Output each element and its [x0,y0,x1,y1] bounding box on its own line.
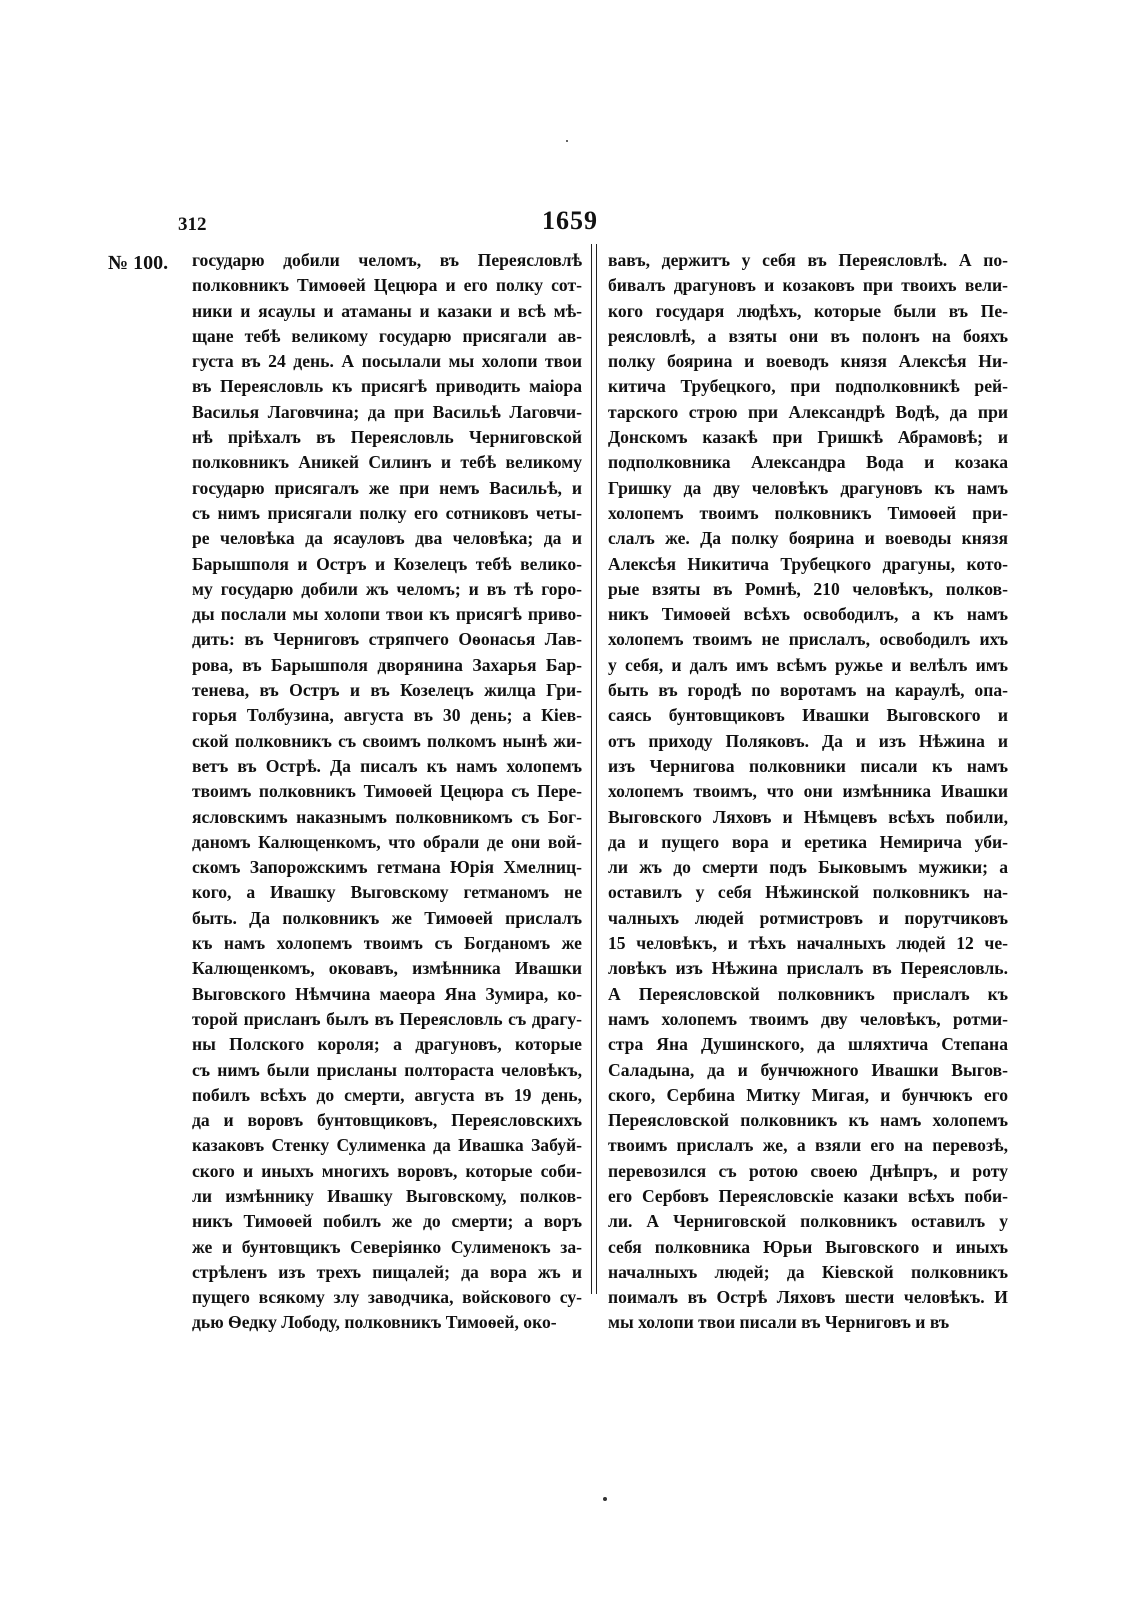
text-line: ре человѣка да ясауловъ два человѣка; да и [192,528,582,549]
text-line: твоимъ прислалъ же, а взяли его на перевозѣ, [608,1135,1008,1156]
text-line: ли измѣннику Ивашку Выговскому, полков- [192,1185,582,1206]
text-line: ской полковникъ съ своимъ полкомъ нынѣ жи- [192,730,582,751]
text-line: горья Толбузина, августа въ 30 день; а Кіев- [192,705,582,726]
text-line: 15 человѣкъ, и тѣхъ началныхъ людей 12 че- [608,933,1008,954]
right-column [608,248,1008,1336]
text-line: полковникъ Тимоѳей Цецюра и его полку сот- [192,275,582,296]
text-line: государю присягалъ же при немъ Васильѣ, и [192,477,582,498]
text-line: полковникъ Аникей Силинъ и тебѣ великому [192,452,582,473]
text-line: поималъ въ Острѣ Ляховъ шести человѣкъ. И [608,1287,1008,1308]
year-heading: 1659 [542,206,598,235]
text-line: китича Трубецкого, при подполковникѣ рей- [608,376,1008,397]
text-line: ского и иныхъ многихъ воровъ, которые соби- [192,1160,582,1181]
text-line: реясловлѣ, а взяты они въ полонъ на бояхъ [608,325,1008,346]
text-line: твоимъ полковникъ Тимоѳей Цецюра съ Пере- [192,781,582,802]
document-number: № 100. [108,252,169,274]
text-line: слалъ же. Да полку боярина и воеводы князя [608,528,1008,549]
page-number: 312 [178,214,207,235]
text-line: ясловскимъ наказнымъ полковникомъ съ Бог- [192,806,582,827]
text-line: скомъ Запорожскимъ гетмана Юрія Хмелниц- [192,857,582,878]
text-line: у себя, и далъ имъ всѣмъ ружье и велѣлъ имъ [608,654,1008,675]
text-line: тенева, въ Остръ и въ Козелецъ жилца Гри- [192,680,582,701]
text-line: никъ Тимоѳей побилъ же до смерти; а воръ [192,1211,582,1232]
text-line: дью Ѳедку Лободу, полковникъ Тимоѳей, око- [192,1312,557,1333]
text-line: никъ Тимоѳей всѣхъ освободилъ, а къ намъ [608,604,1008,625]
text-line: быть въ городѣ по воротамъ на караулѣ, опа- [608,680,1008,701]
text-line: казаковъ Стенку Сулименка да Ивашка Забуй- [192,1135,582,1156]
text-line: Переясловской полковникъ къ намъ холопемъ [608,1110,1008,1131]
text-line: бивалъ драгуновъ и козаковъ при твоихъ вели- [608,275,1008,296]
text-line: ны Полского короля; а драгуновъ, которые [192,1034,582,1055]
text-line: стра Яна Душинского, да шляхтича Степана [608,1034,1008,1055]
text-line: вавъ, держитъ у себя въ Переясловлѣ. А по- [608,250,1008,270]
text-line: чалныхъ людей ротмистровъ и порутчиковъ [608,907,1008,928]
text-line: Василья Лаговчина; да при Васильѣ Лаговчи- [192,401,582,422]
text-line: пущего всякому злу заводчика, войскового су- [192,1287,582,1308]
text-line: саясь бунтовщиковъ Ивашки Выговского и [608,705,1008,726]
text-line: щане тебѣ великому государю присягали ав- [192,325,582,346]
text-line: себя полковника Юрьи Выговского и иныхъ [608,1236,1008,1257]
text-line: Калющенкомъ, оковавъ, измѣнника Ивашки [192,958,582,979]
text-line: подполковника Александра Вода и козака [608,452,1008,473]
text-line: въ Переясловль къ присягѣ приводить маіора [192,376,582,397]
text-line: побилъ всѣхъ до смерти, августа въ 19 день, [192,1084,582,1105]
text-line: же и бунтовщикъ Северіянко Сулименокъ за- [192,1236,582,1257]
text-line: мы холопи твои писали въ Черниговъ и въ [608,1312,950,1333]
text-line: Саладына, да и бунчюжного Ивашки Выгов- [608,1059,1008,1080]
text-line: кого, а Ивашку Выговскому гетманомъ не [192,882,582,903]
text-line: даномъ Калющенкомъ, что обрали де они вой- [192,831,582,852]
text-line: рова, въ Барышполя дворянина Захарья Бар- [192,654,582,675]
text-line: Барышполя и Остръ и Козелецъ тебѣ велико- [192,553,582,574]
text-line: Алексѣя Никитича Трубецкого драгуны, кото- [608,553,1008,574]
column-divider [591,244,597,1294]
text-line: да и воровъ бунтовщиковъ, Переясловскихъ [192,1110,582,1131]
text-line: ды послали мы холопи твои къ присягѣ приво- [192,604,582,625]
text-line: ли жъ до смерти подъ Быковымъ мужики; а [608,857,1008,878]
print-speck [603,1497,607,1501]
text-line: ского, Сербина Митку Мигая, и бунчюкъ его [608,1084,1008,1105]
text-line: А Переясловской полковникъ прислалъ къ [608,983,1008,1004]
text-line: густа въ 24 день. А посылали мы холопи твои [192,351,582,372]
text-line: оставилъ у себя Нѣжинской полковникъ на- [608,882,1008,903]
text-line: его Сербовъ Переясловскіе казаки всѣхъ поби- [608,1185,1008,1206]
text-line: съ нимъ были присланы полтораста человѣкъ, [192,1059,582,1080]
text-line: нѣ пріѣхалъ въ Переясловль Черниговской [192,427,582,448]
text-line: ли. А Черниговской полковникъ оставилъ у [608,1211,1008,1232]
text-line: быть. Да полковникъ же Тимоѳей прислалъ [192,907,582,928]
text-line: Гришку да дву человѣкъ драгуновъ къ намъ [608,477,1008,498]
text-line: полку боярина и воеводъ князя Алексѣя Ни- [608,351,1008,372]
text-line: да и пущего вора и еретика Немирича уби- [608,831,1008,852]
text-line: кого государя людѣхъ, которые были въ Пе- [608,300,1008,321]
text-line: государю добили челомъ, въ Переясловлѣ [192,250,582,270]
text-line: намъ холопемъ твоимъ дву человѣкъ, ротми- [608,1008,1008,1029]
text-line: ветъ въ Острѣ. Да писалъ къ намъ холопемъ [192,755,582,776]
text-line: му государю добили жъ челомъ; и въ тѣ горо- [192,578,582,599]
text-line: перевозился съ ротою своею Днѣпръ, и роту [608,1160,1008,1181]
text-line: ники и ясаулы и атаманы и казаки и всѣ мѣ- [192,300,582,321]
text-line: съ нимъ присягали полку его сотниковъ четы- [192,502,582,523]
text-line: торой присланъ былъ въ Переясловль съ драгу- [192,1008,582,1029]
left-column [192,248,582,1336]
text-line: отъ приходу Поляковъ. Да и изъ Нѣжина и [608,730,1008,751]
text-line: къ намъ холопемъ твоимъ съ Богданомъ же [192,933,582,954]
text-line: холопемъ твоимъ полковникъ Тимоѳей при- [608,502,1008,523]
text-line: Донскомъ казакѣ при Гришкѣ Абрамовѣ; и [608,427,1008,448]
print-speck [566,140,568,142]
text-line: Выговского Ляховъ и Нѣмцевъ всѣхъ побили, [608,806,1008,827]
text-line: стрѣленъ изъ трехъ пищалей; да вора жъ и [192,1261,582,1282]
text-line: изъ Чернигова полковники писали къ намъ [608,755,1008,776]
text-line: рые взяты въ Ромнѣ, 210 человѣкъ, полков- [608,578,1008,599]
text-line: дить: въ Черниговъ стряпчего Оѳонасья Лав- [192,629,582,650]
text-line: холопемъ твоимъ не прислалъ, освободилъ ихъ [608,629,1008,650]
text-line: ловѣкъ изъ Нѣжина прислалъ въ Переясловль. [608,958,1008,979]
text-line: холопемъ твоимъ, что они измѣнника Ивашки [608,781,1008,802]
text-line: тарского строю при Александрѣ Водѣ, да при [608,401,1008,422]
text-line: Выговского Нѣмчина маеора Яна Зумира, ко- [192,983,582,1004]
text-line: началныхъ людей; да Кіевской полковникъ [608,1261,1008,1282]
